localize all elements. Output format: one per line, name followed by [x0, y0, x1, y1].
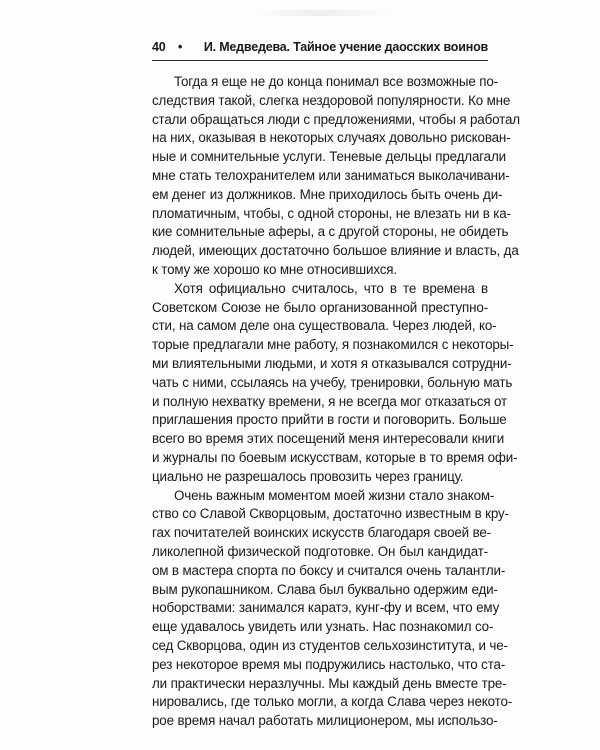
text-line: ли практически неразлучны. Мы каждый день вместе тре- — [152, 675, 507, 691]
text-line: кие сомнительные аферы, а с другой стороны, не обидеть — [152, 224, 509, 240]
running-title: И. Медведева. Тайное учение даосских воинов — [203, 40, 488, 54]
text-line: еще удавалось увидеть или узнать. Нас познакомил со- — [152, 619, 494, 635]
text-line: всего во время этих посещений меня интересовали книги — [152, 431, 505, 447]
text-line: чать с ними, ссылаясь на учебу, тренировки, больную мать — [152, 374, 513, 390]
text-line: и журналы по боевым искусствам, которые в то время офи- — [152, 449, 518, 465]
text-line: пломатичным, чтобы, с одной стороны, не влезать ни в ка- — [152, 205, 511, 221]
text-line: Очень важным моментом моей жизни стало знаком- — [174, 487, 495, 503]
text-line: Советском Союзе не было организованной преступно- — [152, 299, 488, 315]
text-line: ноборствами: занимался каратэ, кунг-фу и всем, что ему — [152, 600, 500, 616]
text-line: рое время начал работать милиционером, мы использо- — [152, 713, 498, 729]
text-line: гах почитателей воинских искусств благодаря своей ве- — [152, 525, 491, 541]
header-rule — [152, 60, 488, 61]
page-header — [152, 40, 488, 58]
text-line: ем денег из должников. Мне приходилось быть очень ди- — [152, 186, 503, 202]
text-line: Хотя официально считалось, что в те времена в — [174, 280, 488, 296]
text-line: к тому же хорошо ко мне относившихся. — [152, 261, 397, 277]
page-number: 40 — [152, 40, 166, 54]
text-line: нировались, где только могли, а когда Слава через некото- — [152, 694, 513, 710]
text-line: людей, имеющих достаточно большое влияние и власть, да — [152, 243, 519, 259]
text-line: рез некоторое время мы подружились настолько, что ста- — [152, 656, 506, 672]
scan-shadow — [250, 10, 390, 16]
text-line: сед Скворцова, один из студентов сельхозинститута, и че- — [152, 637, 508, 653]
text-line: мне стать телохранителем или заниматься выколачивани- — [152, 167, 510, 183]
text-line: стали обращаться люди с предложениями, чтобы я работал — [152, 111, 520, 127]
header-bullet: • — [178, 40, 183, 54]
text-line: ом в мастера спорта по боксу и считался очень талантли- — [152, 562, 506, 578]
text-line: сти, на самом деле она существовала. Через людей, ко- — [152, 318, 497, 334]
text-line: торые предлагали мне работу, я познакомился с некоторы- — [152, 337, 514, 353]
body-text — [152, 73, 520, 731]
text-line: вым рукопашником. Слава был буквально одержим еди- — [152, 581, 498, 597]
paragraph — [152, 487, 513, 731]
paragraph — [152, 73, 520, 280]
text-line: следствия такой, слегка нездоровой популярности. Ко мне — [152, 92, 511, 108]
text-line: циально не разрешалось провозить через границу. — [152, 468, 464, 484]
text-line: и полную нехватку времени, я не всегда мог отказаться от — [152, 393, 508, 409]
text-line: ми влиятельными людьми, и хотя я отказывался сотрудни- — [152, 355, 512, 371]
text-line: ные и сомнительные услуги. Теневые дельцы предлагали — [152, 149, 506, 165]
text-line: ство со Славой Скворцовым, достаточно известным в кру- — [152, 506, 509, 522]
text-line: Тогда я еще не до конца понимал все возможные по- — [174, 74, 498, 89]
text-line: приглашения просто прийти в гости и поговорить. Больше — [152, 412, 507, 428]
text-line: на них, оказывая в некоторых случаях довольно рискован- — [152, 130, 511, 146]
paragraph — [152, 280, 518, 487]
text-line: ликолепной физической подготовке. Он был кандидат- — [152, 543, 488, 559]
